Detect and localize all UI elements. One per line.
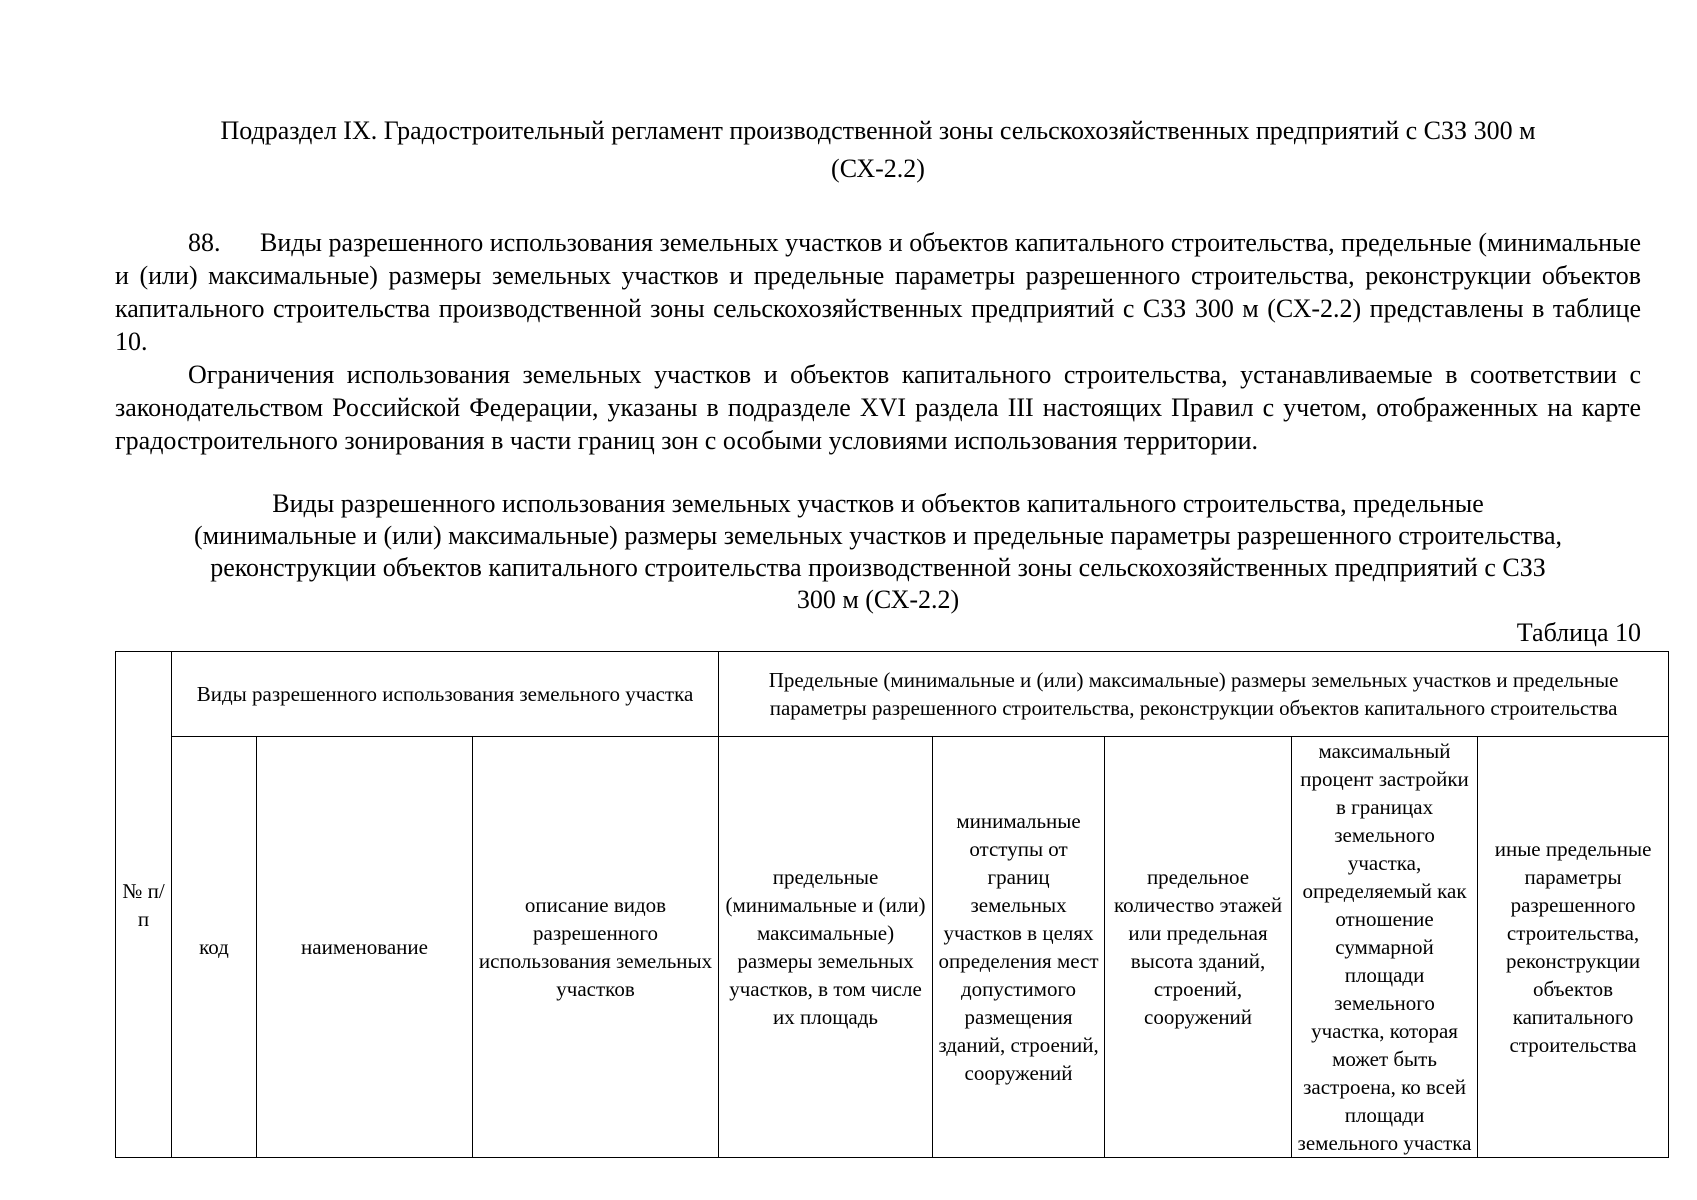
section-title-line1: Подраздел IX. Градостроительный регламент производственной зоны сельскохозяйственных предприятий с СЗЗ 300 м [220, 116, 1536, 145]
table-caption-line4: 300 м (СХ-2.2) [796, 585, 960, 614]
paragraph-88 [115, 226, 1641, 358]
column-header-description [473, 737, 719, 1158]
table-caption [115, 488, 1641, 616]
column-header-other-params-text: иные предельные параметры разрешенного строительства, реконструкции объектов капитального строительства [1494, 837, 1652, 1057]
paragraph-restrictions: Ограничения использования земельных участков и объектов капитального строительства, устанавливаемые в соответствии с законодательством Российской Федерации, указаны в подразделе XVI раздела III настоящих Правил с учетом, отображенных на карте градостроительного зонирования в части границ зон с особыми условиями использования территории. [115, 360, 1641, 455]
column-header-number-text: № п/п [122, 878, 165, 931]
table-header-row-1 [116, 652, 1669, 737]
group-header-permitted-use [172, 652, 719, 737]
column-header-floors [1105, 737, 1292, 1158]
column-header-setbacks [933, 737, 1105, 1158]
paragraph-88-text: Виды разрешенного использования земельных участков и объектов капитального строительства, предельные (минимальные и (или) максимальные) размеры земельных участков и предельные параметры разрешенного строительства, реконструкции объектов капитального строительства производственной зоны сельскохозяйственных предприятий с СЗЗ 300 м (СХ-2.2) представлены в таблице 10. [115, 228, 1641, 356]
paragraph-number: 88. [188, 228, 221, 257]
group-header-limits-text: Предельные (минимальные и (или) максимальные) размеры земельных участков и предельные параметры разрешенного строительства, реконструкции объектов капитального строительства [768, 668, 1619, 720]
group-header-limits [719, 652, 1669, 737]
column-header-coverage-text: максимальный процент застройки в границах земельного участка, определяемый как отношение суммарной площади земельного участка, которая может быть застроена, ко всей площади земельного участка [1297, 739, 1472, 1155]
column-header-number [116, 652, 172, 1158]
column-header-description-text: описание видов разрешенного использования земельных участков [478, 893, 713, 1001]
body-text [115, 226, 1641, 457]
column-header-name [257, 737, 473, 1158]
column-header-coverage [1292, 737, 1478, 1158]
column-header-plot-size-text: предельные (минимальные и (или) максимальные) размеры земельных участков, в том числе их площадь [725, 865, 926, 1029]
table-caption-line1: Виды разрешенного использования земельных участков и объектов капитального строительства, предельные [272, 489, 1484, 518]
section-title [115, 112, 1641, 188]
column-header-other-params [1478, 737, 1669, 1158]
column-header-floors-text: предельное количество этажей или предельная высота зданий, строений, сооружений [1114, 865, 1283, 1029]
table-caption-line3: реконструкции объектов капитального строительства производственной зоны сельскохозяйственных предприятий с СЗЗ [210, 553, 1546, 582]
column-header-code-text: код [199, 935, 229, 959]
table-number: Таблица 10 [1516, 618, 1641, 647]
section-title-line2: (СХ-2.2) [831, 154, 925, 183]
column-header-plot-size [719, 737, 933, 1158]
column-header-name-text: наименование [301, 935, 428, 959]
table-header-row-2 [116, 737, 1669, 1158]
regulations-table [115, 651, 1669, 1158]
group-header-permitted-use-text: Виды разрешенного использования земельного участка [196, 682, 694, 706]
column-header-code [172, 737, 257, 1158]
table-caption-line2: (минимальные и (или) максимальные) размеры земельных участков и предельные параметры разрешенного строительства, [193, 521, 1563, 550]
column-header-setbacks-text: минимальные отступы от границ земельных участков в целях определения мест допустимого размещения зданий, строений, сооружений [938, 809, 1099, 1085]
